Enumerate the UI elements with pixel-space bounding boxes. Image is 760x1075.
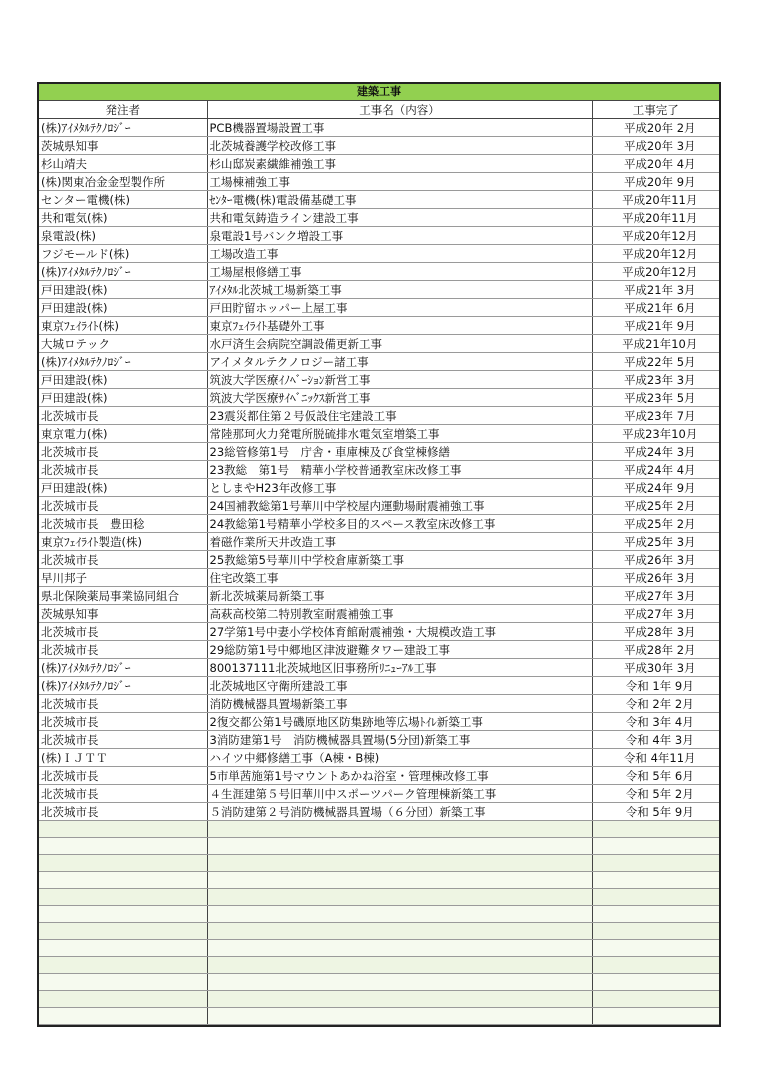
cell-orderer: 北茨城市長 — [39, 767, 207, 785]
table-row — [39, 263, 719, 281]
empty-cell — [39, 923, 207, 940]
table-row — [39, 569, 719, 587]
empty-cell — [39, 906, 207, 923]
cell-work-name: 23総管修第1号 庁舎・車庫棟及び食堂棟修繕 — [207, 443, 592, 461]
cell-orderer: 北茨城市長 — [39, 713, 207, 731]
cell-completed: 平成27年 3月 — [592, 605, 719, 623]
cell-completed: 令和 4年 3月 — [592, 731, 719, 749]
cell-work-name: 25教総第5号華川中学校倉庫新築工事 — [207, 551, 592, 569]
empty-cell — [207, 974, 592, 991]
cell-work-name: 東京ﾌｪｲﾗｲﾄ基礎外工事 — [207, 317, 592, 335]
empty-cell — [39, 838, 207, 855]
cell-work-name: 北茨城養護学校改修工事 — [207, 137, 592, 155]
cell-work-name: 筑波大学医療ｲﾉﾍﾞｰｼｮﾝ新営工事 — [207, 371, 592, 389]
cell-completed: 令和 2年 2月 — [592, 695, 719, 713]
table-row — [39, 803, 719, 821]
cell-orderer: 北茨城市長 豊田稔 — [39, 515, 207, 533]
empty-cell — [592, 1008, 719, 1025]
empty-cell — [207, 821, 592, 838]
cell-completed: 平成22年 5月 — [592, 353, 719, 371]
empty-cell — [207, 1008, 592, 1025]
empty-row — [39, 940, 719, 957]
empty-cell — [207, 889, 592, 906]
empty-row — [39, 1008, 719, 1025]
table-row — [39, 659, 719, 677]
table-row — [39, 371, 719, 389]
cell-completed: 平成21年 3月 — [592, 281, 719, 299]
cell-completed: 平成28年 3月 — [592, 623, 719, 641]
cell-completed: 令和 5年 9月 — [592, 803, 719, 821]
cell-completed: 平成25年 2月 — [592, 497, 719, 515]
table-row — [39, 497, 719, 515]
cell-orderer: 北茨城市長 — [39, 443, 207, 461]
empty-cell — [592, 906, 719, 923]
table-row — [39, 173, 719, 191]
cell-orderer: 北茨城市長 — [39, 551, 207, 569]
cell-orderer: 泉電設(株) — [39, 227, 207, 245]
cell-completed: 令和 1年 9月 — [592, 677, 719, 695]
cell-completed: 平成25年 2月 — [592, 515, 719, 533]
empty-cell — [592, 974, 719, 991]
table-row — [39, 767, 719, 785]
cell-work-name: 800137111北茨城地区旧事務所ﾘﾆｭｰｱﾙ工事 — [207, 659, 592, 677]
cell-work-name: 泉電設1号バンク増設工事 — [207, 227, 592, 245]
cell-orderer: 戸田建設(株) — [39, 479, 207, 497]
cell-work-name: ４生涯建第５号旧華川中スポーツパーク管理棟新築工事 — [207, 785, 592, 803]
cell-orderer: 北茨城市長 — [39, 407, 207, 425]
table-row — [39, 731, 719, 749]
table-row — [39, 479, 719, 497]
table-row — [39, 587, 719, 605]
empty-cell — [592, 872, 719, 889]
empty-cell — [207, 855, 592, 872]
empty-cell — [592, 889, 719, 906]
empty-row — [39, 838, 719, 855]
cell-orderer: 北茨城市長 — [39, 731, 207, 749]
empty-cell — [207, 872, 592, 889]
cell-orderer: (株)ｱｲﾒﾀﾙﾃｸﾉﾛｼﾞｰ — [39, 119, 207, 137]
cell-completed: 令和 3年 4月 — [592, 713, 719, 731]
cell-orderer: (株)ｱｲﾒﾀﾙﾃｸﾉﾛｼﾞｰ — [39, 659, 207, 677]
empty-cell — [592, 821, 719, 838]
cell-orderer: (株)ｱｲﾒﾀﾙﾃｸﾉﾛｼﾞｰ — [39, 353, 207, 371]
col-header-work-name: 工事名（内容） — [207, 101, 592, 119]
table-row — [39, 533, 719, 551]
cell-work-name: 工場屋根修繕工事 — [207, 263, 592, 281]
empty-cell — [592, 991, 719, 1008]
empty-cell — [592, 855, 719, 872]
cell-completed: 平成20年 9月 — [592, 173, 719, 191]
table-row — [39, 119, 719, 137]
table-row — [39, 713, 719, 731]
cell-completed: 平成24年 3月 — [592, 443, 719, 461]
cell-completed: 平成27年 3月 — [592, 587, 719, 605]
cell-work-name: 戸田貯留ホッパー上屋工事 — [207, 299, 592, 317]
cell-orderer: 北茨城市長 — [39, 803, 207, 821]
cell-orderer: 茨城県知事 — [39, 605, 207, 623]
cell-completed: 平成23年 5月 — [592, 389, 719, 407]
cell-work-name: 23震災都住第２号仮設住宅建設工事 — [207, 407, 592, 425]
cell-orderer: 共和電気(株) — [39, 209, 207, 227]
empty-row — [39, 821, 719, 838]
cell-work-name: 工場改造工事 — [207, 245, 592, 263]
cell-completed: 令和 5年 2月 — [592, 785, 719, 803]
cell-orderer: 早川邦子 — [39, 569, 207, 587]
cell-work-name: PCB機器置場設置工事 — [207, 119, 592, 137]
cell-completed: 平成21年 6月 — [592, 299, 719, 317]
cell-completed: 平成20年12月 — [592, 263, 719, 281]
cell-work-name: 工場棟補強工事 — [207, 173, 592, 191]
empty-row — [39, 906, 719, 923]
empty-row — [39, 889, 719, 906]
cell-orderer: (株)ｱｲﾒﾀﾙﾃｸﾉﾛｼﾞｰ — [39, 677, 207, 695]
table-row — [39, 389, 719, 407]
cell-work-name: 共和電気鋳造ライン建設工事 — [207, 209, 592, 227]
table-row — [39, 137, 719, 155]
cell-orderer: センター電機(株) — [39, 191, 207, 209]
cell-work-name: 3消防建第1号 消防機械器具置場(5分団)新築工事 — [207, 731, 592, 749]
cell-work-name: 23教総 第1号 精華小学校普通教室床改修工事 — [207, 461, 592, 479]
empty-cell — [39, 855, 207, 872]
cell-work-name: 2復交都公第1号磯原地区防集跡地等広場ﾄｲﾚ新築工事 — [207, 713, 592, 731]
cell-work-name: 住宅改築工事 — [207, 569, 592, 587]
title-row — [39, 84, 719, 101]
cell-work-name: 新北茨城薬局新築工事 — [207, 587, 592, 605]
empty-cell — [207, 940, 592, 957]
cell-orderer: 戸田建設(株) — [39, 371, 207, 389]
empty-cell — [592, 940, 719, 957]
empty-cell — [39, 957, 207, 974]
table-row — [39, 299, 719, 317]
empty-cell — [39, 1008, 207, 1025]
cell-completed: 令和 4年11月 — [592, 749, 719, 767]
cell-completed: 平成24年 9月 — [592, 479, 719, 497]
table-row — [39, 407, 719, 425]
cell-completed: 平成21年10月 — [592, 335, 719, 353]
table-row — [39, 551, 719, 569]
table-row — [39, 443, 719, 461]
cell-work-name: 水戸済生会病院空調設備更新工事 — [207, 335, 592, 353]
cell-orderer: (株)ｱｲﾒﾀﾙﾃｸﾉﾛｼﾞｰ — [39, 263, 207, 281]
table-row — [39, 785, 719, 803]
empty-row — [39, 957, 719, 974]
table-row — [39, 425, 719, 443]
works-table — [39, 84, 719, 1025]
cell-completed: 令和 5年 6月 — [592, 767, 719, 785]
empty-cell — [592, 957, 719, 974]
cell-completed: 平成26年 3月 — [592, 569, 719, 587]
empty-cell — [207, 991, 592, 1008]
cell-orderer: 県北保険薬局事業協同組合 — [39, 587, 207, 605]
empty-row — [39, 855, 719, 872]
table-row — [39, 245, 719, 263]
table-row — [39, 515, 719, 533]
col-header-completed: 工事完了 — [592, 101, 719, 119]
table-row — [39, 641, 719, 659]
cell-work-name: 24国補教総第1号華川中学校屋内運動場耐震補強工事 — [207, 497, 592, 515]
cell-orderer: 杉山靖夫 — [39, 155, 207, 173]
cell-orderer: 茨城県知事 — [39, 137, 207, 155]
table-row — [39, 209, 719, 227]
cell-completed: 平成20年11月 — [592, 209, 719, 227]
cell-completed: 平成20年12月 — [592, 245, 719, 263]
cell-orderer: 北茨城市長 — [39, 695, 207, 713]
cell-orderer: 戸田建設(株) — [39, 389, 207, 407]
cell-work-name: 24教総第1号精華小学校多目的スペース教室床改修工事 — [207, 515, 592, 533]
cell-completed: 平成23年10月 — [592, 425, 719, 443]
table-row — [39, 227, 719, 245]
empty-cell — [207, 957, 592, 974]
cell-work-name: 29総防第1号中郷地区津波避難タワー建設工事 — [207, 641, 592, 659]
cell-orderer: 戸田建設(株) — [39, 299, 207, 317]
cell-completed: 平成30年 3月 — [592, 659, 719, 677]
cell-work-name: ハイツ中郷修繕工事（A棟・B棟) — [207, 749, 592, 767]
cell-completed: 平成24年 4月 — [592, 461, 719, 479]
cell-work-name: ｾﾝﾀｰ電機(株)電設備基礎工事 — [207, 191, 592, 209]
cell-completed: 平成20年 3月 — [592, 137, 719, 155]
cell-completed: 平成28年 2月 — [592, 641, 719, 659]
table-row — [39, 281, 719, 299]
empty-row — [39, 991, 719, 1008]
cell-work-name: 消防機械器具置場新築工事 — [207, 695, 592, 713]
cell-completed: 平成20年12月 — [592, 227, 719, 245]
cell-orderer: 北茨城市長 — [39, 461, 207, 479]
empty-row — [39, 974, 719, 991]
cell-completed: 平成20年 2月 — [592, 119, 719, 137]
cell-orderer: 北茨城市長 — [39, 623, 207, 641]
table-body — [39, 119, 719, 1025]
table-row — [39, 695, 719, 713]
header-row — [39, 101, 719, 119]
table-row — [39, 749, 719, 767]
cell-completed: 平成20年 4月 — [592, 155, 719, 173]
table-row — [39, 335, 719, 353]
empty-row — [39, 923, 719, 940]
table-row — [39, 605, 719, 623]
cell-completed: 平成23年 7月 — [592, 407, 719, 425]
empty-cell — [592, 838, 719, 855]
cell-work-name: 杉山邸炭素繊維補強工事 — [207, 155, 592, 173]
empty-cell — [207, 906, 592, 923]
works-sheet — [37, 82, 721, 1027]
table-row — [39, 623, 719, 641]
cell-completed: 平成26年 3月 — [592, 551, 719, 569]
cell-completed: 平成20年11月 — [592, 191, 719, 209]
sheet-title: 建築工事 — [39, 84, 719, 101]
col-header-orderer: 発注者 — [39, 101, 207, 119]
cell-orderer: 東京ﾌｪｲﾗｲﾄ製造(株) — [39, 533, 207, 551]
empty-cell — [39, 872, 207, 889]
table-row — [39, 461, 719, 479]
cell-completed: 平成21年 9月 — [592, 317, 719, 335]
cell-work-name: 筑波大学医療ｻｲﾍﾞﾆｯｸｽ新営工事 — [207, 389, 592, 407]
cell-orderer: 大城ロテック — [39, 335, 207, 353]
table-row — [39, 317, 719, 335]
empty-cell — [207, 923, 592, 940]
table-row — [39, 353, 719, 371]
cell-work-name: 高萩高校第二特別教室耐震補強工事 — [207, 605, 592, 623]
empty-cell — [592, 923, 719, 940]
table-row — [39, 191, 719, 209]
empty-cell — [39, 940, 207, 957]
cell-orderer: 東京電力(株) — [39, 425, 207, 443]
empty-cell — [39, 991, 207, 1008]
cell-orderer: 北茨城市長 — [39, 785, 207, 803]
cell-orderer: 北茨城市長 — [39, 497, 207, 515]
empty-cell — [39, 974, 207, 991]
cell-work-name: ｱｲﾒﾀﾙ北茨城工場新築工事 — [207, 281, 592, 299]
cell-orderer: (株)ＩＪＴＴ — [39, 749, 207, 767]
cell-orderer: (株)関東冶金金型製作所 — [39, 173, 207, 191]
cell-work-name: 着磁作業所天井改造工事 — [207, 533, 592, 551]
cell-work-name: 5市単茜施第1号マウントあかね浴室・管理棟改修工事 — [207, 767, 592, 785]
cell-orderer: 東京ﾌｪｲﾗｲﾄ(株) — [39, 317, 207, 335]
cell-completed: 平成23年 3月 — [592, 371, 719, 389]
cell-work-name: アイメタルテクノロジー諸工事 — [207, 353, 592, 371]
cell-work-name: 常陸那珂火力発電所脱硫排水電気室増築工事 — [207, 425, 592, 443]
table-row — [39, 155, 719, 173]
cell-work-name: 北茨城地区守衛所建設工事 — [207, 677, 592, 695]
empty-cell — [39, 889, 207, 906]
cell-work-name: 27学第1号中妻小学校体育館耐震補強・大規模改造工事 — [207, 623, 592, 641]
table-row — [39, 677, 719, 695]
cell-orderer: 戸田建設(株) — [39, 281, 207, 299]
cell-orderer: 北茨城市長 — [39, 641, 207, 659]
cell-orderer: フジモールド(株) — [39, 245, 207, 263]
empty-row — [39, 872, 719, 889]
empty-cell — [39, 821, 207, 838]
cell-work-name: ５消防建第２号消防機械器具置場（６分団）新築工事 — [207, 803, 592, 821]
empty-cell — [207, 838, 592, 855]
cell-completed: 平成25年 3月 — [592, 533, 719, 551]
cell-work-name: としまやH23年改修工事 — [207, 479, 592, 497]
